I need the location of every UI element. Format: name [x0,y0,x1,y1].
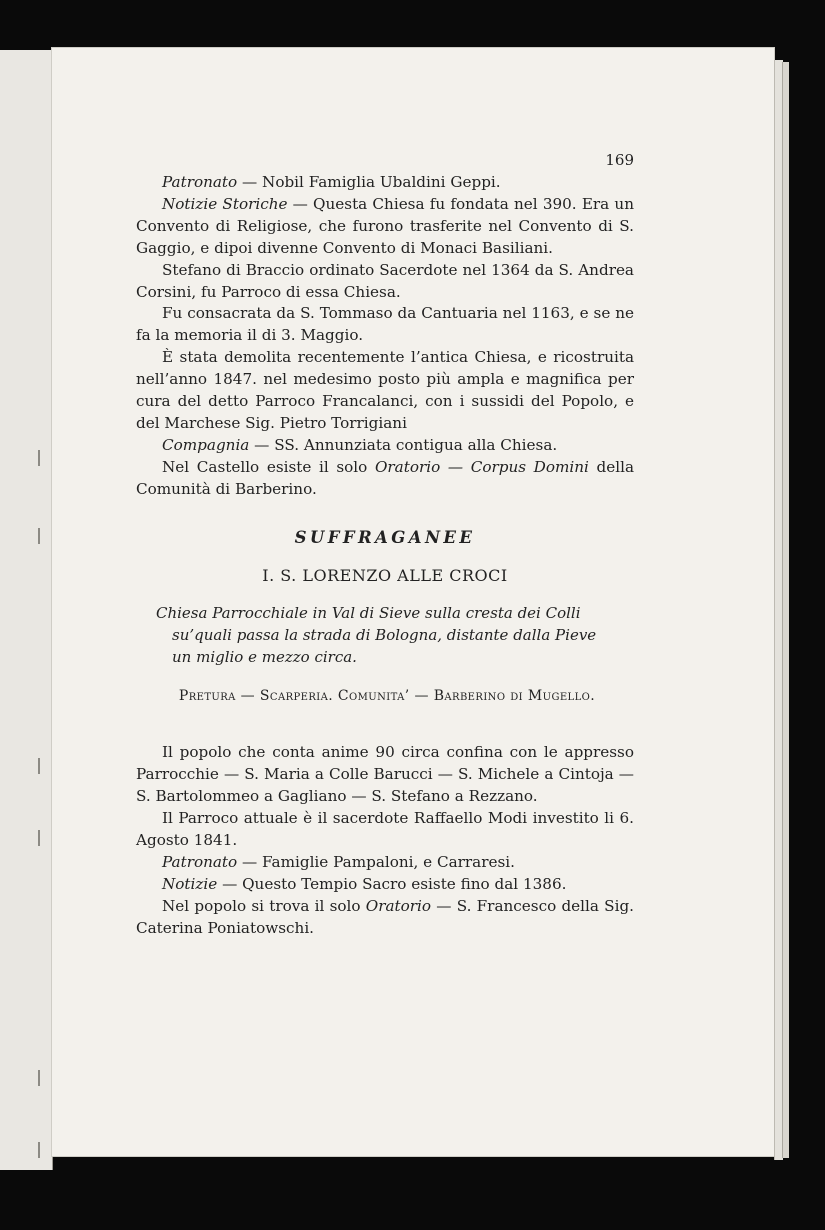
binding-stitch [38,758,48,774]
paragraph-consacrata: Fu consacrata da S. Tommaso da Cantuaria nel 1163, e se ne fa la memoria il di 3. Maggio. [136,304,634,345]
section-heading: SUFFRAGANEE [294,527,476,547]
church-subtitle [136,602,634,668]
text: — Questa Chiesa fu fondata nel 390. Era un Convento di Religiose, che furono trasferite nel Convento di S. Gaggio, e dipoi divenne Convento di Monaci Basiliani. [136,194,634,257]
page-edge [782,62,789,1158]
label: Patronato [162,852,238,871]
text: Nel popolo si trova il solo [162,896,366,915]
church-title: I. S. LORENZO ALLE CROCI [262,565,508,585]
subtitle-line: su’quali passa la strada di Bologna, distante dalla Pieve [172,626,597,645]
paragraph-oratorio [136,896,634,940]
label: Notizie Storiche [162,194,288,213]
binding-stitch [38,1142,48,1158]
subtitle-line: Chiesa Parrocchiale in Val di Sieve sulla cresta dei Colli [156,604,581,623]
text: della Comunità di Barberino. [136,457,635,498]
text: — SS. Annunziata contigua alla Chiesa. [249,435,558,454]
subtitle-line: un miglio e mezzo circa. [172,648,357,667]
binding-stitch [38,528,48,544]
text: — Nobil Famiglia Ubaldini Geppi. [237,173,501,191]
binding-stitch [38,450,48,466]
paragraph-parroco: Il Parroco attuale è il sacerdote Raffaello Modi investito li 6. Agosto 1841. [136,809,634,849]
text: Nel Castello esiste il solo [162,457,375,476]
text: — S. Francesco della Sig. Caterina Poniatowschi. [136,896,634,937]
paragraph-demolita: È stata demolita recentemente l’antica Chiesa, e ricostruita nell’anno 1847. nel medesimo posto più ampla e magnifica per cura del detto Parroco Francalanci, con i sussidi del Popolo, e del Marchese Sig. Pietro Torrigiani [136,348,634,432]
text: — Famiglie Pampaloni, e Carraresi. [237,852,515,871]
label: Notizie [162,874,218,893]
paragraph-compagnia [136,435,634,457]
page-text [136,150,634,939]
jurisdiction-line: Pretura — Scarperia. Comunita’ — Barberino di Mugello. [178,688,596,705]
binding-stitch [38,1070,48,1086]
label: Oratorio [365,896,432,915]
paragraph-patronato [136,172,634,194]
text: — Questo Tempio Sacro esiste fino dal 1386. [217,874,567,893]
label: Patronato [162,173,238,191]
label: Compagnia [162,435,250,454]
binding-stitch [38,830,48,846]
paragraph-popolo: Il popolo che conta anime 90 circa confina con le appresso Parrocchie — S. Maria a Colle Barucci — S. Michele a Cintoja — S. Bartolommeo a Gagliano — S. Stefano a Rezzano. [136,743,634,806]
paragraph-notizie-storiche [136,194,634,260]
left-page-edge [0,50,53,1170]
paragraph-patronato-2 [136,852,634,874]
page-number: 169 [605,151,634,169]
paragraph-notizie [136,874,634,896]
label: Oratorio — Corpus Domini [374,457,589,476]
paragraph-stefano: Stefano di Braccio ordinato Sacerdote nel 1364 da S. Andrea Corsini, fu Parroco di essa Chiesa. [136,260,634,301]
paragraph-castello [136,457,634,501]
